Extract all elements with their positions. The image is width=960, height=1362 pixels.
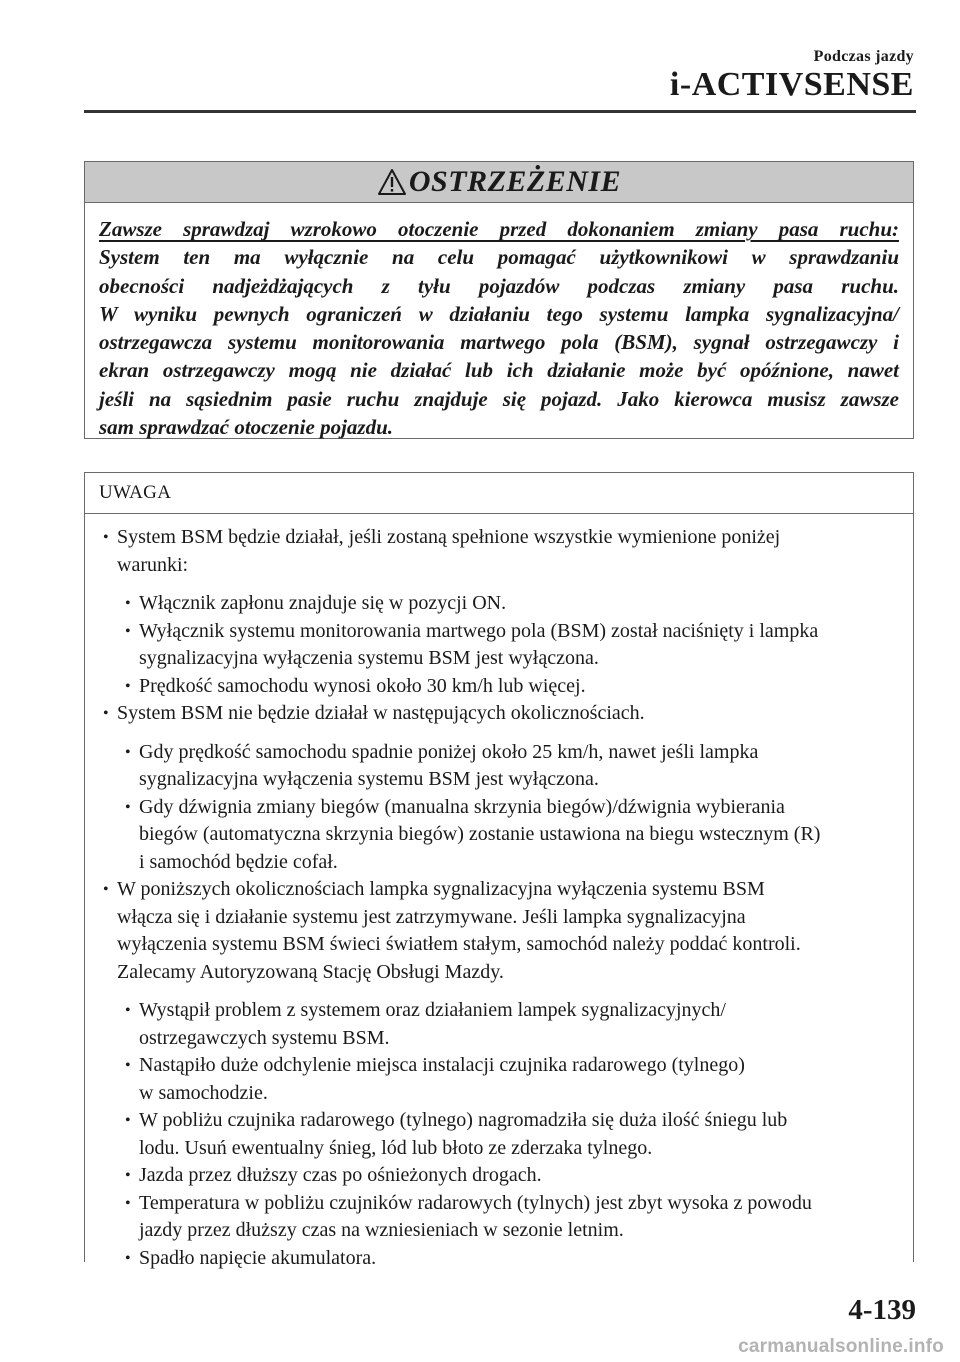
warning-line: ekran ostrzegawczy mogą nie działać lub ich działanie może być opóźnione, nawet [99,358,899,383]
note-item-text: W poniższych okolicznościach lampka sygnalizacyjna wyłączenia systemu BSM włącza się i działanie systemu jest zatrzymywane. Jeśli lampka sygnalizacyjna wyłączenia systemu BSM świeci światłem stałym, samochód należy poddać kontroli. Zalecamy Autoryzowaną Stację Obsługi Mazdy. [117,878,801,983]
bullet-icon: • [125,677,131,695]
warning-line: sam sprawdzać otoczenie pojazdu. [99,415,394,440]
note-item-text: Jazda przez dłuższy czas po ośnieżonych drogach. [139,1164,542,1186]
note-subitem [85,739,913,794]
warning-line: ostrzegawcza systemu monitorowania martwego pola (BSM), sygnał ostrzegawczy i [99,330,899,355]
note-item [85,876,913,986]
note-item-text: W pobliżu czujnika radarowego (tylnego) nagromadziła się duża ilość śniegu lub lodu. Usuń ewentualny śnieg, lód lub błoto ze zderzaka tylnego. [139,1109,788,1159]
note-subitem [85,1052,913,1107]
warning-line: W wyniku pewnych ograniczeń w działaniu tego systemu lampka sygnalizacyjna/ [99,301,899,326]
note-item-text: Gdy dźwignia zmiany biegów (manualna skrzynia biegów)/dźwignia wybierania biegów (automatyczna skrzynia biegów) zostanie ustawiona na biegu wstecznym (R) i samochód będzie cofał. [139,795,821,873]
note-title: UWAGA [99,482,172,503]
note-subitem [85,1245,913,1273]
warning-line: System ten ma wyłącznie na celu pomagać użytkownikowi w sprawdzaniu [99,245,899,270]
note-subitem [85,997,913,1052]
bullet-icon: • [125,1167,131,1184]
note-item-text: Spadło napięcie akumulatora. [139,1246,377,1269]
bullet-icon: • [125,1057,131,1074]
bullet-icon: • [125,743,131,761]
note-item-text: Gdy prędkość samochodu spadnie poniżej około 25 km/h, nawet jeśli lampka sygnalizacyjna wyłączenia systemu BSM jest wyłączona. [139,740,759,790]
watermark: carmanualsonline.info [738,1336,944,1357]
header-rule [84,110,916,113]
bullet-icon: • [125,1112,131,1129]
page-title: i-ACTIVSENSE [669,66,914,103]
warning-triangle-icon [377,168,407,196]
note-body [85,514,913,1272]
note-item-text: System BSM będzie działał, jeśli zostaną spełnione wszystkie wymienione poniżej warunki: [117,526,781,576]
note-subitem [85,673,913,701]
warning-title: OSTRZEŻENIE [408,165,622,198]
warning-line: Zawsze sprawdzaj wzrokowo otoczenie przed dokonaniem zmiany pasa ruchu: [99,217,899,241]
note-item-text: Nastąpiło duże odchylenie miejsca instalacji czujnika radarowego (tylnego) w samochodzie. [139,1054,745,1104]
bullet-icon: • [125,595,131,612]
note-item-text: Wyłącznik systemu monitorowania martwego pola (BSM) został naciśnięty i lampka sygnalizacyjna wyłączenia systemu BSM jest wyłączona. [139,619,819,669]
note-subitem [85,1107,913,1162]
bullet-icon: • [125,798,131,816]
bullet-icon: • [125,1194,131,1212]
note-subitem [85,794,913,877]
bullet-icon: • [125,1249,131,1267]
bullet-icon: • [103,705,109,722]
warning-line: obecności nadjeżdżających z tyłu pojazdów podczas zmiany pasa ruchu. [99,273,899,298]
note-subitem [85,1190,913,1245]
note-item-text: Wystąpił problem z systemem oraz działaniem lampek sygnalizacyjnych/ ostrzegawczych systemu BSM. [139,999,726,1049]
note-item-text: Prędkość samochodu wynosi około 30 km/h lub więcej. [139,674,586,697]
note-subitem [85,618,913,673]
bullet-icon: • [125,1002,131,1019]
warning-header [85,162,913,203]
warning-box [84,161,914,439]
warning-line: jeśli na sąsiednim pasie ruchu znajduje się pojazd. Jako kierowca musisz zawsze [99,386,899,411]
note-item [85,700,913,728]
note-item-text: Włącznik zapłonu znajduje się w pozycji ON. [139,592,507,614]
section-label: Podczas jazdy [813,48,914,65]
note-header [85,473,913,514]
note-item-text: System BSM nie będzie działał w następujących okolicznościach. [117,702,645,724]
note-subitem [85,1162,913,1190]
page-number: 4-139 [848,1294,916,1326]
note-item-text: Temperatura w pobliżu czujników radarowych (tylnych) jest zbyt wysoka z powodu jazdy przez dłuższy czas na wzniesieniach w sezonie letnim. [139,1191,812,1241]
note-subitem [85,590,913,618]
bullet-icon: • [103,881,109,898]
note-item [85,524,913,579]
note-box [84,472,914,1269]
warning-body [85,203,913,441]
bullet-icon: • [103,529,109,546]
bullet-icon: • [125,622,131,640]
